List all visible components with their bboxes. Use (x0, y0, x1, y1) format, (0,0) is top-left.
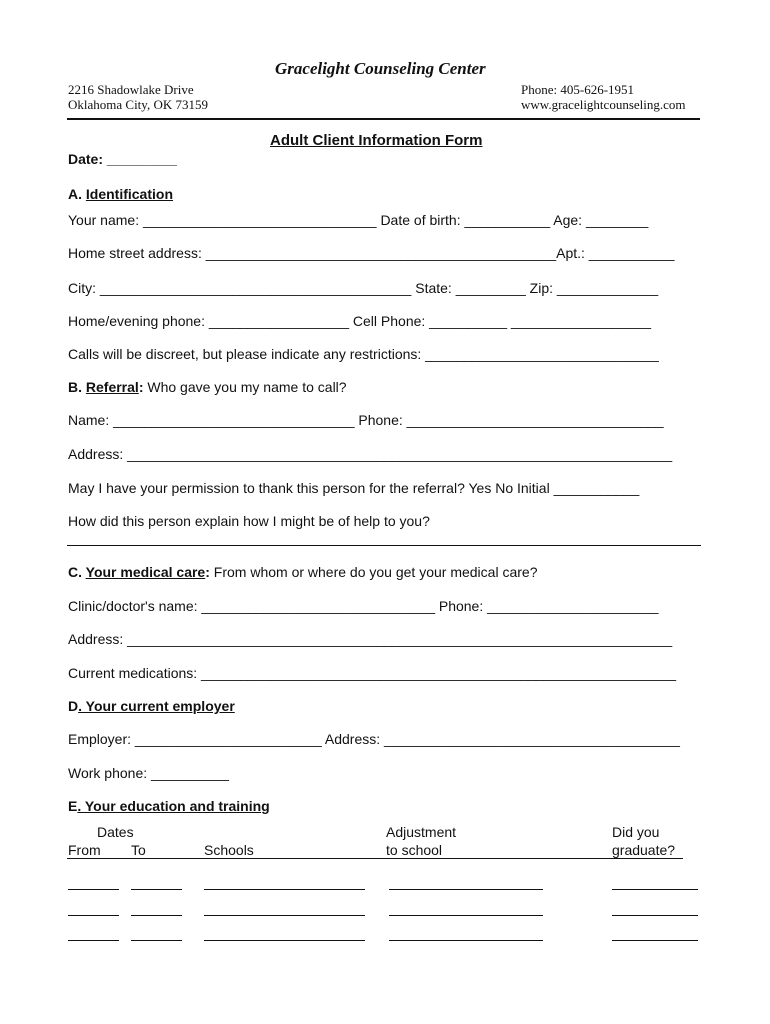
section-a-prefix: A. (68, 186, 86, 202)
medical-medications[interactable]: Current medications: _____________________________________________________________ (68, 665, 677, 681)
col-adjustment: Adjustment (386, 824, 457, 840)
section-c-question: From whom or where do you get your medical care? (209, 564, 538, 580)
col-from: From (68, 842, 101, 858)
identification-city-state-zip[interactable]: City: ________________________________________ State: _________ Zip: _____________ (68, 280, 659, 296)
section-b-title: Referral (85, 379, 139, 395)
section-c-heading (68, 564, 537, 580)
education-row-1-school[interactable] (204, 889, 365, 890)
referral-explanation-question: How did this person explain how I might be of help to you? (68, 513, 430, 529)
employer-work-phone[interactable]: Work phone: __________ (68, 765, 229, 781)
col-did-you: Did you (612, 824, 660, 840)
date-field[interactable]: Date: _________ (68, 151, 177, 167)
employer-address[interactable]: Employer: ________________________ Address: ______________________________________ (68, 731, 680, 747)
section-c-prefix: C. (68, 564, 86, 580)
education-row-1-to[interactable] (131, 889, 182, 890)
header-divider (67, 118, 700, 120)
section-e-prefix: E (68, 798, 78, 814)
medical-clinic-phone[interactable]: Clinic/doctor's name: ______________________________ Phone: ______________________ (68, 598, 659, 614)
org-phone: Phone: 405-626-1951 (521, 82, 635, 97)
education-row-3-school[interactable] (204, 940, 365, 941)
education-row-2-adjustment[interactable] (389, 915, 543, 916)
section-c-colon: : (205, 564, 210, 580)
education-row-2-to[interactable] (131, 915, 182, 916)
education-row-3-adjustment[interactable] (389, 940, 543, 941)
referral-address[interactable]: Address: ______________________________________________________________________ (68, 446, 673, 462)
col-to: To (131, 842, 146, 858)
referral-permission[interactable]: May I have your permission to thank this person for the referral? Yes No Initial ___________ (68, 480, 640, 496)
section-d-title: . Your current employer (78, 698, 235, 714)
section-b-heading (68, 379, 347, 395)
section-b-question: Who gave you my name to call? (143, 379, 347, 395)
education-row-1-adjustment[interactable] (389, 889, 543, 890)
education-row-3-to[interactable] (131, 940, 182, 941)
col-graduate: graduate? (612, 842, 676, 858)
address-line-2: Oklahoma City, OK 73159 (68, 97, 208, 112)
referral-name-phone[interactable]: Name: _______________________________ Phone: _________________________________ (68, 412, 664, 428)
education-row-3-from[interactable] (68, 940, 119, 941)
section-e-heading (68, 798, 270, 814)
education-row-2-graduate[interactable] (612, 915, 698, 916)
medical-address[interactable]: Address: ______________________________________________________________________ (68, 631, 673, 647)
identification-call-restrictions[interactable]: Calls will be discreet, but please indicate any restrictions: ______________________________ (68, 346, 659, 362)
org-name: Gracelight Counseling Center (275, 59, 486, 78)
section-c-title: Your medical care (85, 564, 206, 580)
address-line-1: 2216 Shadowlake Drive (68, 82, 194, 97)
section-b-prefix: B. (68, 379, 86, 395)
referral-explanation-answer-line[interactable] (67, 545, 701, 546)
education-row-1-from[interactable] (68, 889, 119, 890)
section-a-title: Identification (85, 186, 174, 202)
education-row-1-graduate[interactable] (612, 889, 698, 890)
org-website: www.gracelightcounseling.com (521, 97, 686, 112)
section-d-prefix: D (68, 698, 79, 714)
section-b-colon: : (138, 379, 144, 395)
identification-address[interactable]: Home street address: _____________________________________________Apt.: ___________ (68, 245, 675, 261)
form-title: Adult Client Information Form (270, 132, 483, 149)
education-row-3-graduate[interactable] (612, 940, 698, 941)
identification-name-dob-age[interactable]: Your name: ______________________________ Date of birth: ___________ Age: ________ (68, 212, 649, 228)
section-e-title: . Your education and training (77, 798, 270, 814)
section-a-heading (68, 186, 173, 202)
col-dates: Dates (97, 824, 134, 840)
education-row-2-from[interactable] (68, 915, 119, 916)
education-row-2-school[interactable] (204, 915, 365, 916)
col-to-school: to school (386, 842, 443, 858)
col-schools: Schools (204, 842, 254, 858)
education-header-underline (67, 858, 683, 859)
identification-phones[interactable]: Home/evening phone: __________________ Cell Phone: __________ __________________ (68, 313, 652, 329)
section-d-heading (68, 698, 235, 714)
